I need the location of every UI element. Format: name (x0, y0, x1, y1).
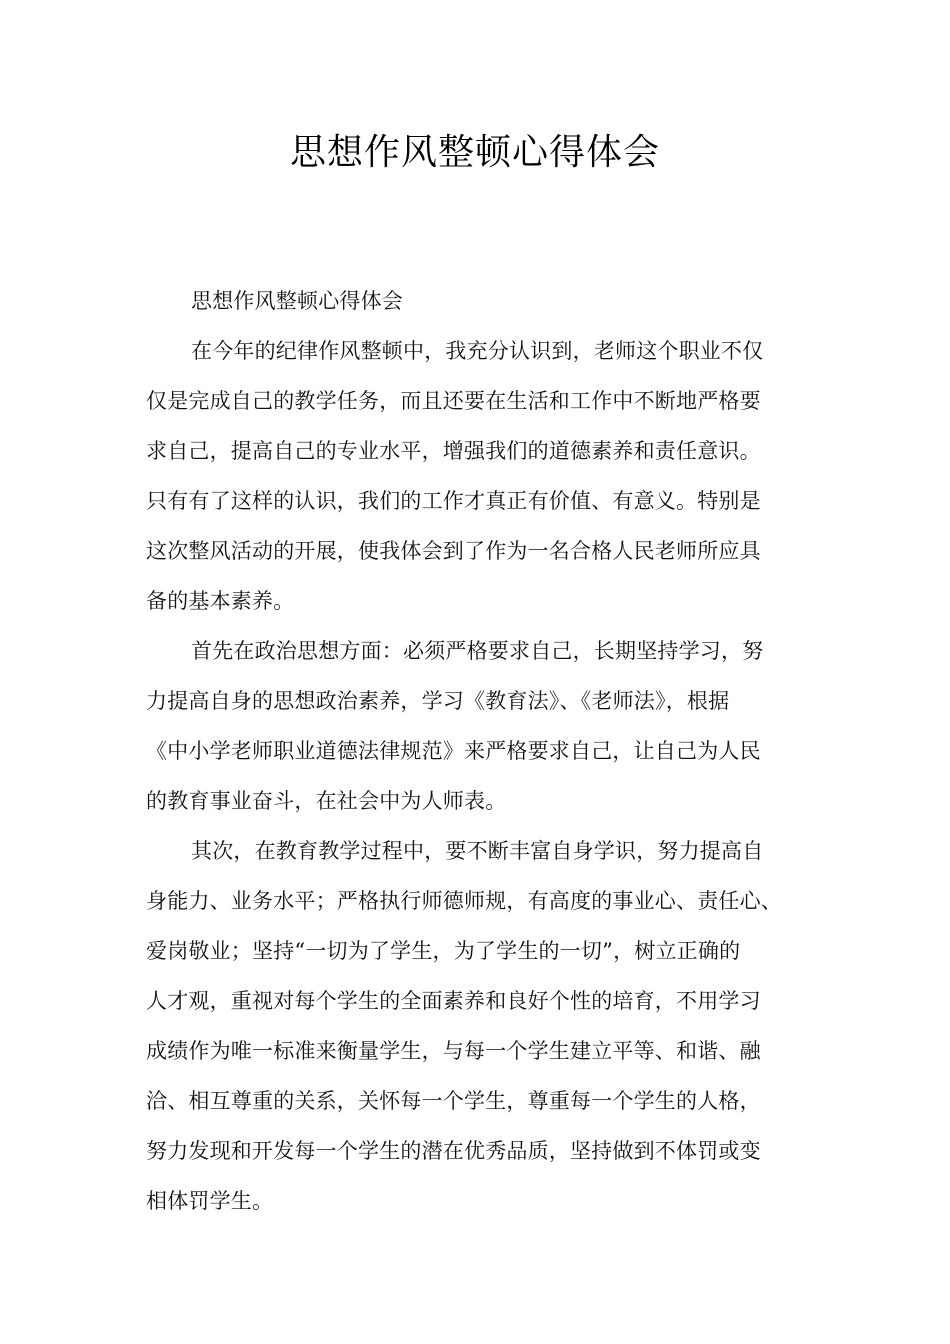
body-line: 身能力、业务水平；严格执行师德师规，有高度的事业心、责任心、 (146, 889, 782, 913)
body-line: 只有有了这样的认识，我们的工作才真正有价值、有意义。特别是 (146, 489, 761, 513)
body-line: 备的基本素养。 (146, 589, 295, 613)
body-line: 这次整风活动的开展，使我体会到了作为一名合格人民老师所应具 (146, 539, 761, 563)
body-line: 人才观，重视对每个学生的全面素养和良好个性的培育，不用学习 (146, 989, 761, 1013)
body-line: 洽、相互尊重的关系，关怀每一个学生，尊重每一个学生的人格， (146, 1089, 761, 1113)
body-line: 求自己，提高自己的专业水平，增强我们的道德素养和责任意识。 (146, 439, 761, 463)
body-line: 的教育事业奋斗，在社会中为人师表。 (146, 789, 507, 813)
body-line: 成绩作为唯一标准来衡量学生，与每一个学生建立平等、和谐、融 (146, 1039, 761, 1063)
body-line: 思想作风整顿心得体会 (191, 289, 403, 313)
body-line: 首先在政治思想方面：必须严格要求自己，长期坚持学习，努 (191, 639, 764, 663)
body-line: 《中小学老师职业道德法律规范》来严格要求自己，让自己为人民 (146, 739, 761, 763)
body-line: 爱岗敬业；坚持“一切为了学生，为了学生的一切”，树立正确的 (146, 939, 741, 963)
body-line: 其次，在教育教学过程中，要不断丰富自身学识，努力提高自 (191, 839, 764, 863)
body-line: 努力发现和开发每一个学生的潜在优秀品质，坚持做到不体罚或变 (146, 1139, 761, 1163)
body-line: 力提高自身的思想政治素养，学习《教育法》、《老师法》，根据 (146, 689, 730, 713)
document-title: 思想作风整顿心得体会 (289, 132, 660, 173)
body-line: 仅是完成自己的教学任务，而且还要在生活和工作中不断地严格要 (146, 389, 761, 413)
body-line: 在今年的纪律作风整顿中，我充分认识到，老师这个职业不仅 (191, 339, 764, 363)
document-body (146, 276, 806, 1226)
body-line: 相体罚学生。 (146, 1189, 274, 1213)
